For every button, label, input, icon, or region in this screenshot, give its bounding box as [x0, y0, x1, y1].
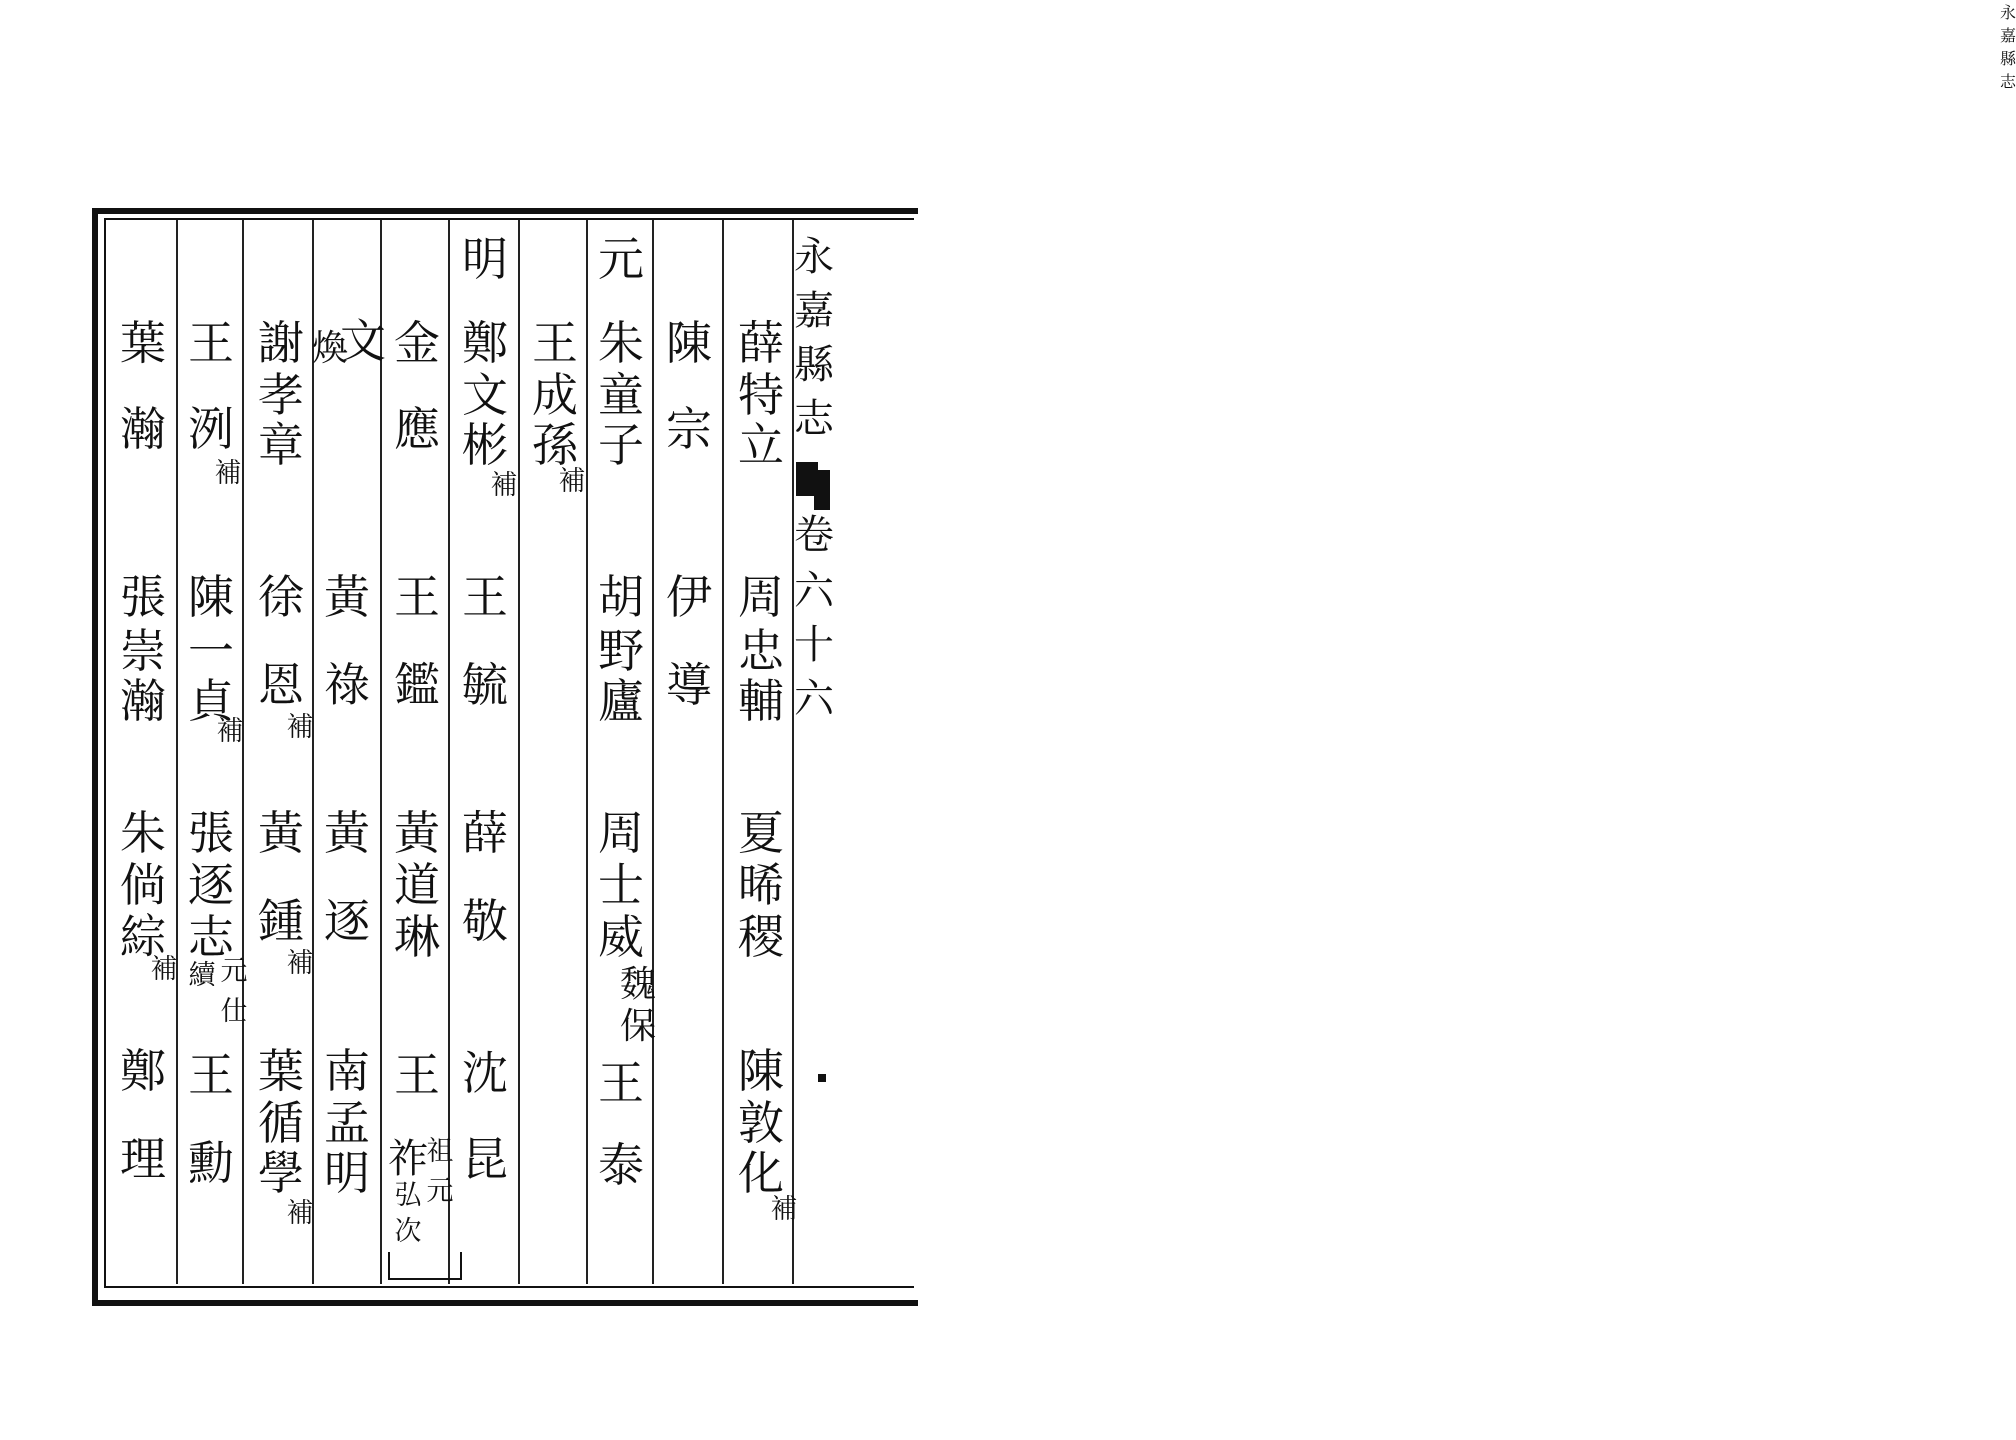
- char: 鄭: [120, 1044, 166, 1098]
- column-rule: [586, 220, 588, 1284]
- char: 陳: [188, 570, 234, 624]
- char: 黃: [324, 570, 370, 624]
- annotation-small: 續: [188, 960, 216, 991]
- char: 廬: [598, 674, 644, 728]
- char: 魏: [619, 964, 656, 1005]
- column-rule: [518, 220, 520, 1284]
- char: 綜: [120, 910, 166, 964]
- margin-char: 六: [794, 676, 834, 722]
- annotation-small: 元: [426, 1176, 454, 1207]
- char: 王: [462, 570, 508, 624]
- char: 元: [598, 232, 644, 286]
- char: 貞: [188, 674, 234, 728]
- char: 恩: [258, 658, 304, 712]
- char: 黃: [258, 806, 304, 860]
- annotation-small: 祖: [426, 1136, 454, 1167]
- char: 敦: [738, 1096, 784, 1150]
- char: 立: [738, 418, 784, 472]
- char: 昆: [462, 1132, 508, 1186]
- char: 瀚: [120, 674, 166, 728]
- column-rule: [652, 220, 654, 1284]
- margin-char: 嘉: [794, 288, 834, 334]
- char: 保: [619, 1006, 656, 1047]
- column-rule: [242, 220, 244, 1284]
- char: 朱: [120, 806, 166, 860]
- column-rule: [380, 220, 382, 1284]
- char: 稷: [738, 910, 784, 964]
- annotation-bu: 補: [770, 1194, 798, 1225]
- char: 陳: [738, 1044, 784, 1098]
- char: 王: [532, 316, 578, 370]
- margin-dot: [818, 1074, 826, 1082]
- column-rule: [722, 220, 724, 1284]
- char: 薛: [462, 806, 508, 860]
- margin-char: 縣: [794, 342, 834, 388]
- fishtail-mark: [814, 470, 830, 510]
- char: 彬: [462, 418, 508, 472]
- char: 士: [598, 858, 644, 912]
- annotation-bu: 補: [558, 466, 586, 497]
- char: 逐: [188, 858, 234, 912]
- char: 祚: [388, 1136, 428, 1182]
- char: 循: [258, 1096, 304, 1150]
- char: 化: [738, 1146, 784, 1200]
- char: 鑑: [394, 658, 440, 712]
- char: 煥: [311, 328, 348, 369]
- char: 王: [394, 1048, 440, 1102]
- char: 孝: [258, 368, 304, 422]
- annotation-small: 弘: [394, 1180, 422, 1211]
- char: 徐: [258, 570, 304, 624]
- char: 洌: [188, 402, 234, 456]
- char: 野: [598, 624, 644, 678]
- annotation-small: 仕: [220, 996, 248, 1027]
- char: 學: [258, 1146, 304, 1200]
- annotation-bu: 補: [214, 458, 242, 489]
- char: 導: [666, 658, 712, 712]
- char: 特: [738, 368, 784, 422]
- char: 王: [188, 1048, 234, 1102]
- char: 孫: [532, 418, 578, 472]
- annotation-bu: 補: [286, 712, 314, 743]
- char: 子: [598, 418, 644, 472]
- char: 成: [532, 368, 578, 422]
- char: 張: [120, 570, 166, 624]
- char: 謝: [258, 316, 304, 370]
- annotation-box: [388, 1252, 462, 1280]
- char: 道: [394, 858, 440, 912]
- char: 瀚: [120, 402, 166, 456]
- char: 威: [598, 910, 644, 964]
- column-rule: [448, 220, 450, 1284]
- char: 一: [188, 624, 234, 678]
- char: 周: [598, 806, 644, 860]
- char: 文: [340, 314, 386, 368]
- char: 葉: [258, 1044, 304, 1098]
- char: 明: [324, 1146, 370, 1200]
- margin-char: 卷: [794, 512, 834, 558]
- char: 周: [738, 570, 784, 624]
- margin-char: 六: [794, 568, 834, 614]
- char: 黃: [324, 806, 370, 860]
- annotation-bu: 補: [216, 716, 244, 747]
- char: 鄭: [462, 316, 508, 370]
- column-rule: [312, 220, 314, 1284]
- char: 泰: [598, 1138, 644, 1192]
- char: 應: [394, 402, 440, 456]
- margin-char: 永: [794, 234, 834, 280]
- char: 敬: [462, 894, 508, 948]
- char: 琳: [394, 910, 440, 964]
- margin-char: 十: [794, 622, 834, 668]
- char: 章: [258, 418, 304, 472]
- char: 朱: [598, 316, 644, 370]
- char: 志: [188, 910, 234, 964]
- char: 薛: [738, 316, 784, 370]
- char: 王: [188, 316, 234, 370]
- char: 勳: [188, 1136, 234, 1190]
- annotation-small: 次: [394, 1216, 422, 1247]
- char: 童: [598, 368, 644, 422]
- annotation-bu: 補: [286, 1198, 314, 1229]
- margin-title: 永嘉縣志: [2000, 3, 2016, 91]
- char: 鍾: [258, 894, 304, 948]
- annotation-bu: 補: [286, 948, 314, 979]
- char: 黃: [394, 806, 440, 860]
- char: 輔: [738, 674, 784, 728]
- annotation-bu: 補: [490, 470, 518, 501]
- char: 王: [394, 570, 440, 624]
- char: 孟: [324, 1096, 370, 1150]
- char: 明: [462, 232, 508, 286]
- char: 逐: [324, 894, 370, 948]
- char: 崇: [120, 624, 166, 678]
- char: 宗: [666, 402, 712, 456]
- margin-char: 志: [794, 396, 834, 442]
- char: 忠: [738, 624, 784, 678]
- char: 理: [120, 1132, 166, 1186]
- annotation-bu: 補: [150, 954, 178, 985]
- char: 王: [598, 1056, 644, 1110]
- char: 夏: [738, 806, 784, 860]
- char: 胡: [598, 570, 644, 624]
- char: 南: [324, 1044, 370, 1098]
- char: 陳: [666, 316, 712, 370]
- column-rule: [176, 220, 178, 1284]
- char: 倘: [120, 858, 166, 912]
- char: 毓: [462, 658, 508, 712]
- char: 張: [188, 806, 234, 860]
- char: 晞: [738, 858, 784, 912]
- char: 伊: [666, 570, 712, 624]
- char: 祿: [324, 658, 370, 712]
- annotation-small: 元: [220, 956, 248, 987]
- char: 葉: [120, 316, 166, 370]
- char: 金: [394, 316, 440, 370]
- char: 文: [462, 368, 508, 422]
- char: 沈: [462, 1046, 508, 1100]
